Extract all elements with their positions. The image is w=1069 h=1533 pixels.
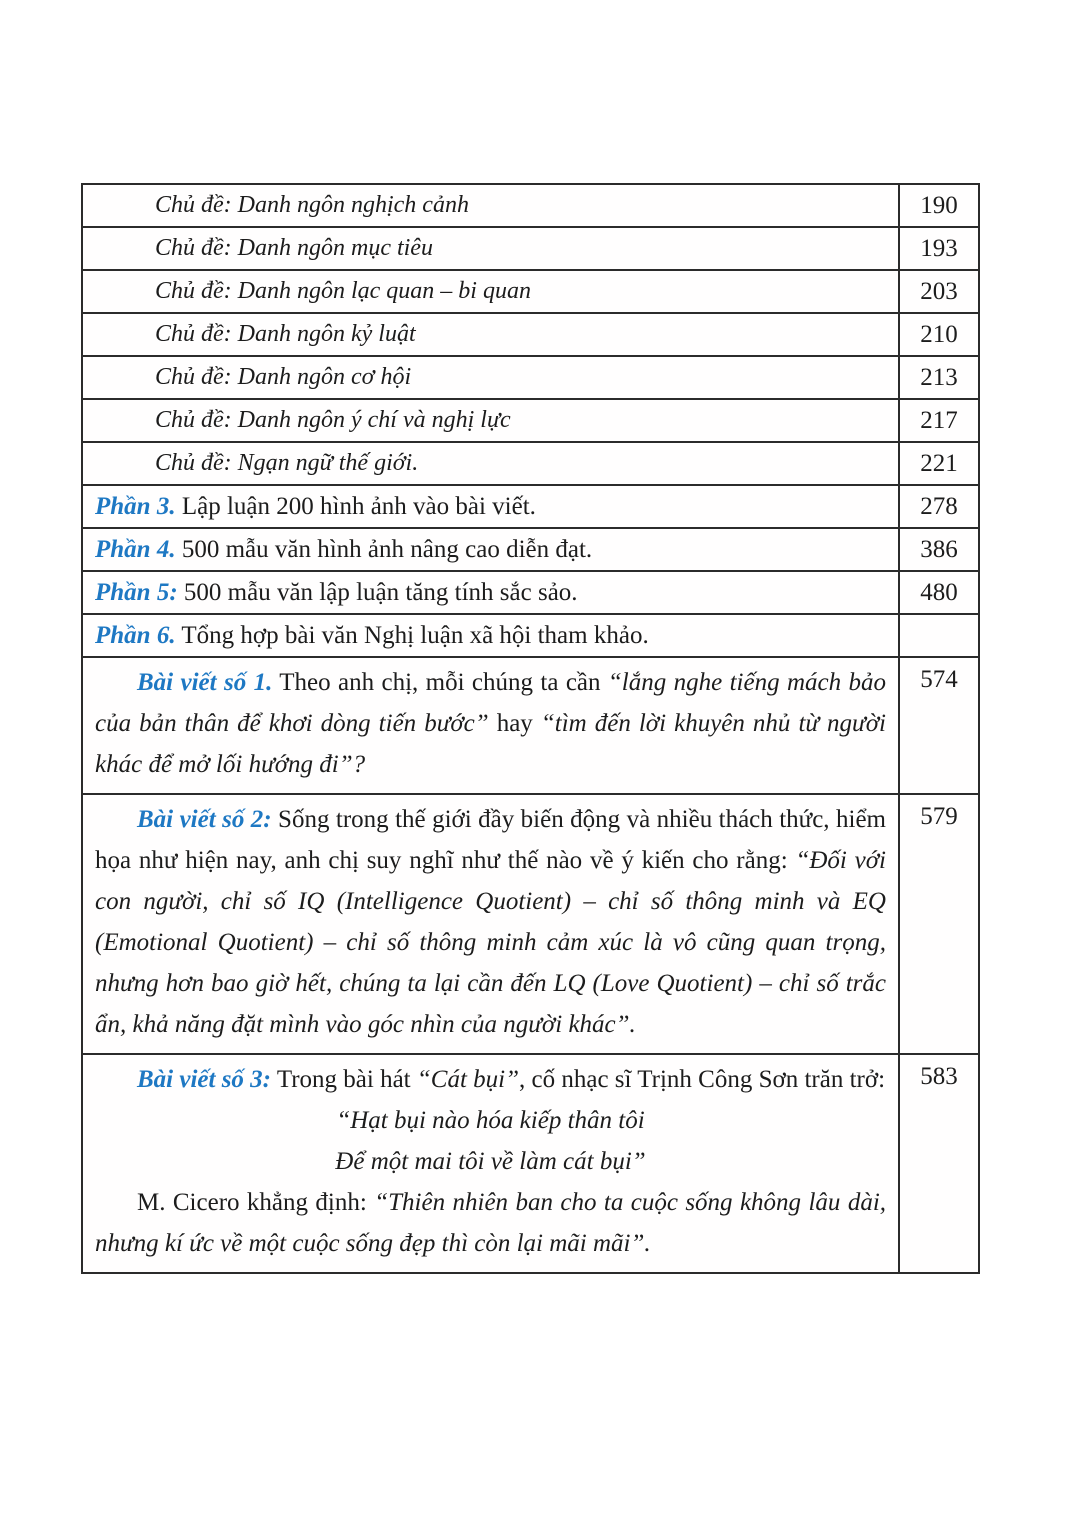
essay-paragraph xyxy=(95,662,886,785)
table-row xyxy=(82,442,979,485)
page-number: 193 xyxy=(920,234,958,262)
essay-text: “Cát bụi” xyxy=(416,1066,519,1093)
essay-text: “Thiên nhiên ban cho ta cuộc sống không lâu dài, nhưng kí ức về một cuộc sống đẹp thì còn lại mãi mãi”. xyxy=(95,1189,887,1257)
essay-paragraph xyxy=(95,1059,886,1100)
section-text: Tổng hợp bài văn Nghị luận xã hội tham khảo. xyxy=(175,621,649,649)
toc-entry-cell xyxy=(82,614,899,657)
page-number: 386 xyxy=(920,535,958,563)
poem-line xyxy=(95,1100,886,1141)
page-number: 190 xyxy=(920,191,958,219)
page-number-cell xyxy=(899,614,979,657)
table-row xyxy=(82,794,979,1054)
essay-text: Theo anh chị, mỗi chúng ta cần xyxy=(272,669,608,696)
section-title xyxy=(95,579,886,607)
table-row xyxy=(82,571,979,614)
poem-line xyxy=(95,1141,886,1182)
page-number: 574 xyxy=(920,666,958,693)
essay-label: Bài viết số 3: xyxy=(137,1066,272,1093)
page-number-cell xyxy=(899,571,979,614)
section-title xyxy=(95,493,886,521)
essay-label: Bài viết số 1. xyxy=(137,669,273,696)
page-number: 213 xyxy=(920,363,958,391)
page-number-cell xyxy=(899,184,979,227)
page-number-cell xyxy=(899,399,979,442)
topic-title: Chủ đề: Danh ngôn cơ hội xyxy=(155,364,412,390)
page-number: 203 xyxy=(920,277,958,305)
table-row xyxy=(82,614,979,657)
topic-title: Chủ đề: Ngạn ngữ thế giới. xyxy=(155,450,419,476)
table-row xyxy=(82,528,979,571)
essay-label: Bài viết số 2: xyxy=(137,806,272,833)
table-row xyxy=(82,227,979,270)
table-row xyxy=(82,184,979,227)
page-number: 480 xyxy=(920,578,958,606)
toc-entry-cell xyxy=(82,270,899,313)
page-number-cell xyxy=(899,313,979,356)
toc-entry-cell xyxy=(82,571,899,614)
toc-entry-cell xyxy=(82,794,899,1054)
toc-entry-cell xyxy=(82,356,899,399)
page-number-cell xyxy=(899,442,979,485)
essay-text: M. Cicero khẳng định: xyxy=(137,1189,375,1216)
essay-text: “Đối với con người, chỉ số IQ (Intelligence Quotient) – chỉ số thông minh và EQ (Emotional Quotient) – chỉ số thông minh cảm xúc là vô cũng quan trọng, nhưng hơn bao giờ hết, chúng ta lại cần đến LQ (Love Quotient) – chỉ số trắc ẩn, khả năng đặt mình vào góc nhìn của người khác”. xyxy=(95,847,887,1038)
topic-title: Chủ đề: Danh ngôn mục tiêu xyxy=(155,235,433,261)
page-number: 210 xyxy=(920,320,958,348)
toc-entry-cell xyxy=(82,528,899,571)
toc-entry-cell xyxy=(82,1054,899,1273)
page-number-cell xyxy=(899,528,979,571)
toc-entry-cell xyxy=(82,485,899,528)
page-number: 278 xyxy=(920,492,958,520)
page-number: 221 xyxy=(920,449,958,477)
table-row xyxy=(82,270,979,313)
toc-entry-cell xyxy=(82,657,899,794)
page-number-cell xyxy=(899,227,979,270)
table-row xyxy=(82,657,979,794)
table-of-contents xyxy=(81,183,980,1274)
table-row xyxy=(82,399,979,442)
page-number: 583 xyxy=(920,1063,958,1090)
essay-paragraph xyxy=(95,1182,886,1264)
page-number-cell xyxy=(899,356,979,399)
topic-title: Chủ đề: Danh ngôn kỷ luật xyxy=(155,321,416,347)
toc-table-body xyxy=(82,184,979,1273)
table-row xyxy=(82,485,979,528)
section-label: Phần 3. xyxy=(95,492,176,520)
essay-text: “tìm đến lời khuyên nhủ từ người khác để mở lối hướng đi”? xyxy=(95,710,886,778)
essay-text: Để một mai tôi về làm cát bụi” xyxy=(335,1148,646,1175)
essay-text: “lắng nghe tiếng mách bảo của bản thân để khơi dòng tiến bước” xyxy=(95,669,886,737)
section-title xyxy=(95,622,886,650)
page-number-cell xyxy=(899,270,979,313)
toc-entry-cell xyxy=(82,184,899,227)
page-number-cell xyxy=(899,657,979,794)
page-number-cell xyxy=(899,794,979,1054)
page-number-cell xyxy=(899,1054,979,1273)
page-number-cell xyxy=(899,485,979,528)
section-label: Phần 6. xyxy=(95,621,176,649)
section-label: Phần 4. xyxy=(95,535,176,563)
essay-text: Sống trong thế giới đầy biến động và nhiều thách thức, hiểm họa như hiện nay, anh chị suy nghĩ như thế nào về ý kiến cho rằng: xyxy=(95,806,886,874)
toc-entry-cell xyxy=(82,227,899,270)
section-text: 500 mẫu văn lập luận tăng tính sắc sảo. xyxy=(177,578,578,606)
topic-title: Chủ đề: Danh ngôn nghịch cảnh xyxy=(155,192,469,218)
essay-text: , cố nhạc sĩ Trịnh Công Sơn trăn trở: xyxy=(519,1066,886,1093)
essay-paragraph xyxy=(95,799,886,1045)
section-text: Lập luận 200 hình ảnh vào bài viết. xyxy=(175,492,536,520)
toc-entry-cell xyxy=(82,442,899,485)
section-title xyxy=(95,536,886,564)
table-row xyxy=(82,313,979,356)
toc-entry-cell xyxy=(82,399,899,442)
essay-text: Trong bài hát xyxy=(271,1066,417,1093)
topic-title: Chủ đề: Danh ngôn ý chí và nghị lực xyxy=(155,407,511,433)
toc-entry-cell xyxy=(82,313,899,356)
section-text: 500 mẫu văn hình ảnh nâng cao diễn đạt. xyxy=(175,535,593,563)
page-number: 217 xyxy=(920,406,958,434)
essay-text: hay xyxy=(488,710,541,737)
page-number: 579 xyxy=(920,803,958,830)
section-label: Phần 5: xyxy=(95,578,178,606)
table-row xyxy=(82,1054,979,1273)
table-row xyxy=(82,356,979,399)
topic-title: Chủ đề: Danh ngôn lạc quan – bi quan xyxy=(155,278,531,304)
essay-text: “Hạt bụi nào hóa kiếp thân tôi xyxy=(336,1107,645,1134)
